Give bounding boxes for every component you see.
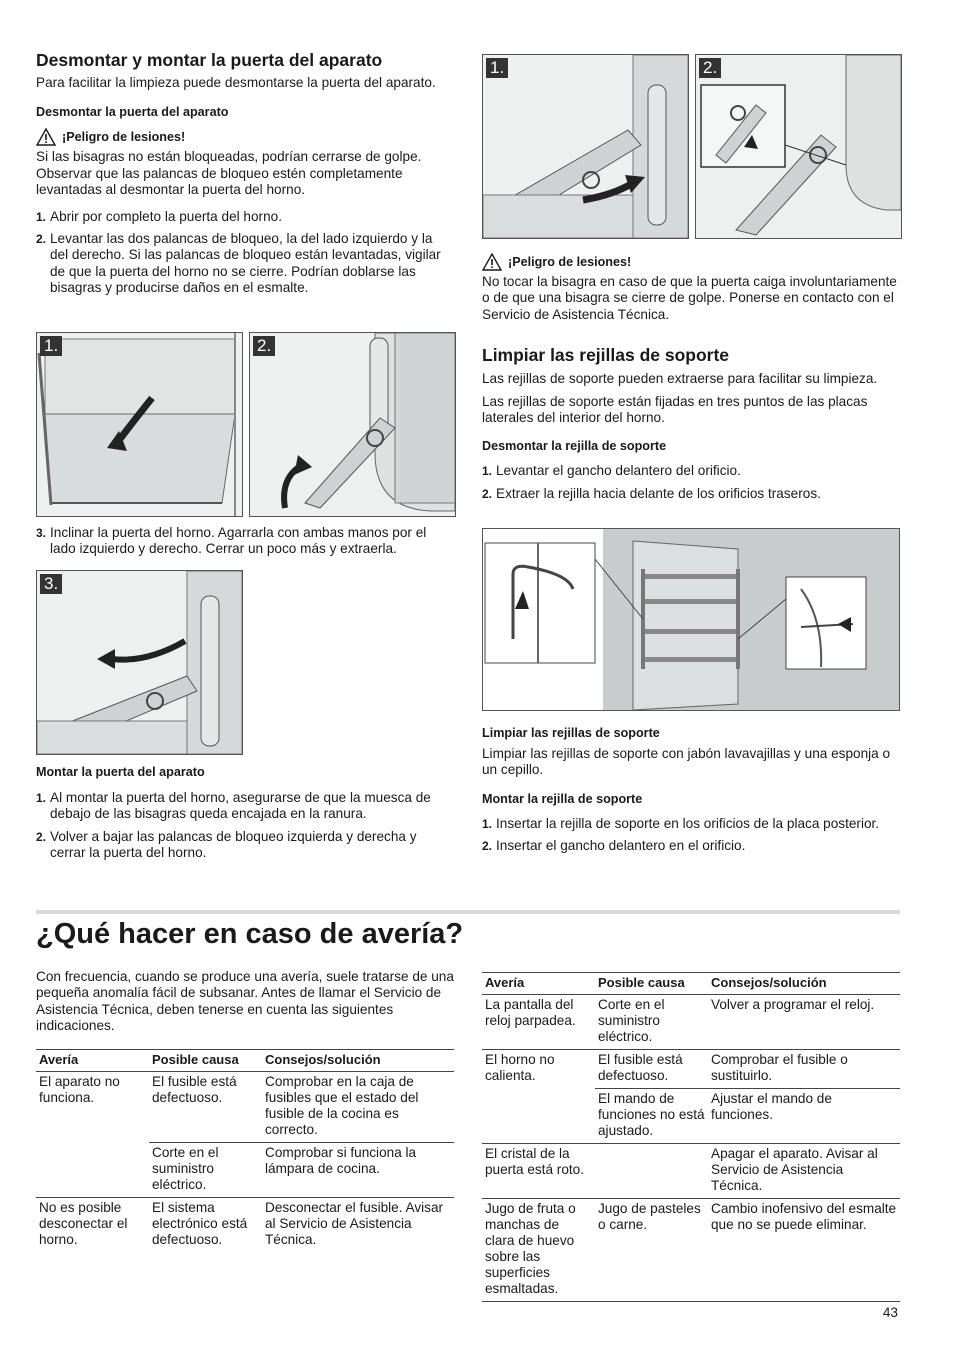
figure-hinge-2 [695, 54, 902, 239]
page-title: ¿Qué hacer en caso de avería? [36, 918, 464, 950]
table-row: El cristal de la puerta está roto. Apagar el aparato. Avisar al Servicio de Asistencia Técnica. [482, 1144, 900, 1199]
list-item: 1. Levantar el gancho delantero del orificio. [482, 463, 741, 479]
paragraph: Las rejillas de soporte están fijadas en tres puntos de las placas laterales del interior del horno. [482, 393, 868, 426]
section-title-door: Desmontar y montar la puerta del aparato [36, 50, 383, 70]
figure-number: 1. [486, 58, 508, 78]
figure-number: 3. [40, 574, 62, 594]
page-number: 43 [882, 1305, 898, 1320]
intro-text: Para facilitar la limpieza puede desmontarse la puerta del aparato. [36, 75, 436, 90]
subheading-remove-door: Desmontar la puerta del aparato [36, 105, 229, 120]
section-divider [36, 910, 900, 914]
list-item: 3. Inclinar la puerta del horno. Agarrarla con ambas manos por el lado izquierdo y derecho. Cerrar un poco más y extraerla. [36, 525, 427, 557]
paragraph: Las rejillas de soporte pueden extraerse para facilitar su limpieza. [482, 371, 878, 387]
warning-text: No tocar la bisagra en caso de que la puerta caiga involuntariamente o de que una bisagra se cierre de golpe. Ponerse en contacto con el Servicio de Asistencia Técnica. [482, 274, 897, 322]
list-item: 2. Levantar las dos palancas de bloqueo, la del lado izquierdo y la del derecho. Si las palancas de bloqueo están levantadas, vigilar de que la puerta del horno no se cierre. Podrían doblarse las bisagras y producirse daños en el esmalte. [36, 231, 441, 296]
list-item: 2. Volver a bajar las palancas de bloqueo izquierda y derecha y cerrar la puerta del horno. [36, 828, 417, 861]
paragraph: Limpiar las rejillas de soporte con jabón lavavajillas y una esponja o un cepillo. [482, 746, 891, 778]
table-row: El mando de funciones no está ajustado. Ajustar el mando de funciones. [482, 1089, 900, 1144]
warning-heading [36, 128, 454, 146]
figure-open-door [36, 332, 243, 517]
warning-icon [482, 253, 502, 271]
warning-text: Si las bisagras no están bloqueadas, podrían cerrarse de golpe. Observar que las palancas de bloqueo estén completamente levantadas al desmontar la puerta del horno. [36, 149, 422, 198]
figure-number: 2. [253, 336, 275, 356]
fault-table-right [482, 972, 900, 1302]
section-title-racks: Limpiar las rejillas de soporte [482, 345, 730, 366]
table-row: El horno no calienta. El fusible está defectuoso. Comprobar el fusible o sustituirlo. [482, 1050, 900, 1089]
warning-heading [482, 253, 900, 271]
figure-tilt-door [36, 570, 243, 755]
list-item: 1. Abrir por completo la puerta del horno. [36, 208, 282, 224]
fault-table-left [36, 1049, 454, 1252]
figure-hinge-1 [482, 54, 689, 239]
subheading-clean-rack: Limpiar las rejillas de soporte [482, 726, 660, 740]
warning-icon [36, 128, 56, 146]
list-item: 1. Al montar la puerta del horno, asegurarse de que la muesca de debajo de las bisagras queda encajada en la ranura. [36, 790, 431, 822]
table-row: Jugo de fruta o manchas de clara de huevo sobre las superficies esmaltadas. Jugo de pasteles o carne. Cambio inofensivo del esmalte que no se puede eliminar. [482, 1199, 900, 1302]
table-header: Avería Posible causa Consejos/solución [482, 973, 900, 995]
list-item: 1. Insertar la rejilla de soporte en los orificios de la placa posterior. [482, 815, 880, 831]
warning-title: ¡Peligro de lesiones! [508, 255, 632, 269]
table-row: La pantalla del reloj parpadea. Corte en el suministro eléctrico. Volver a programar el reloj. [485, 997, 875, 1044]
subheading-mount-door: Montar la puerta del aparato [36, 765, 205, 779]
list-item: 2. Extraer la rejilla hacia delante de los orificios traseros. [482, 485, 821, 501]
figure-lock-lever [249, 332, 456, 517]
figure-number: 2. [699, 58, 721, 78]
fault-intro: Con frecuencia, cuando se produce una avería, suele tratarse de una pequeña anomalía fácil de subsanar. Antes de llamar el Servicio de Asistencia Técnica, deben tenerse en cuenta las siguientes indicaciones. [36, 969, 454, 1034]
table-row: El aparato no funciona. El fusible está defectuoso. Comprobar en la caja de fusibles que el estado del fusible de la cocina es correcto. [39, 1074, 419, 1137]
table-row: Corte en el suministro eléctrico. Comprobar si funciona la lámpara de cocina. [36, 1143, 454, 1198]
subheading-remove-rack: Desmontar la rejilla de soporte [482, 439, 667, 454]
table-row: No es posible desconectar el horno. El sistema electrónico está defectuoso. Desconectar el fusible. Avisar al Servicio de Asistencia Técnica. [36, 1198, 454, 1253]
figure-number: 1. [40, 336, 62, 356]
figure-rack [482, 528, 900, 711]
list-item: 2. Insertar el gancho delantero en el orificio. [482, 838, 746, 854]
subheading-mount-rack: Montar la rejilla de soporte [482, 791, 643, 806]
table-header: Avería Posible causa Consejos/solución [36, 1050, 454, 1072]
warning-title: ¡Peligro de lesiones! [62, 130, 186, 145]
